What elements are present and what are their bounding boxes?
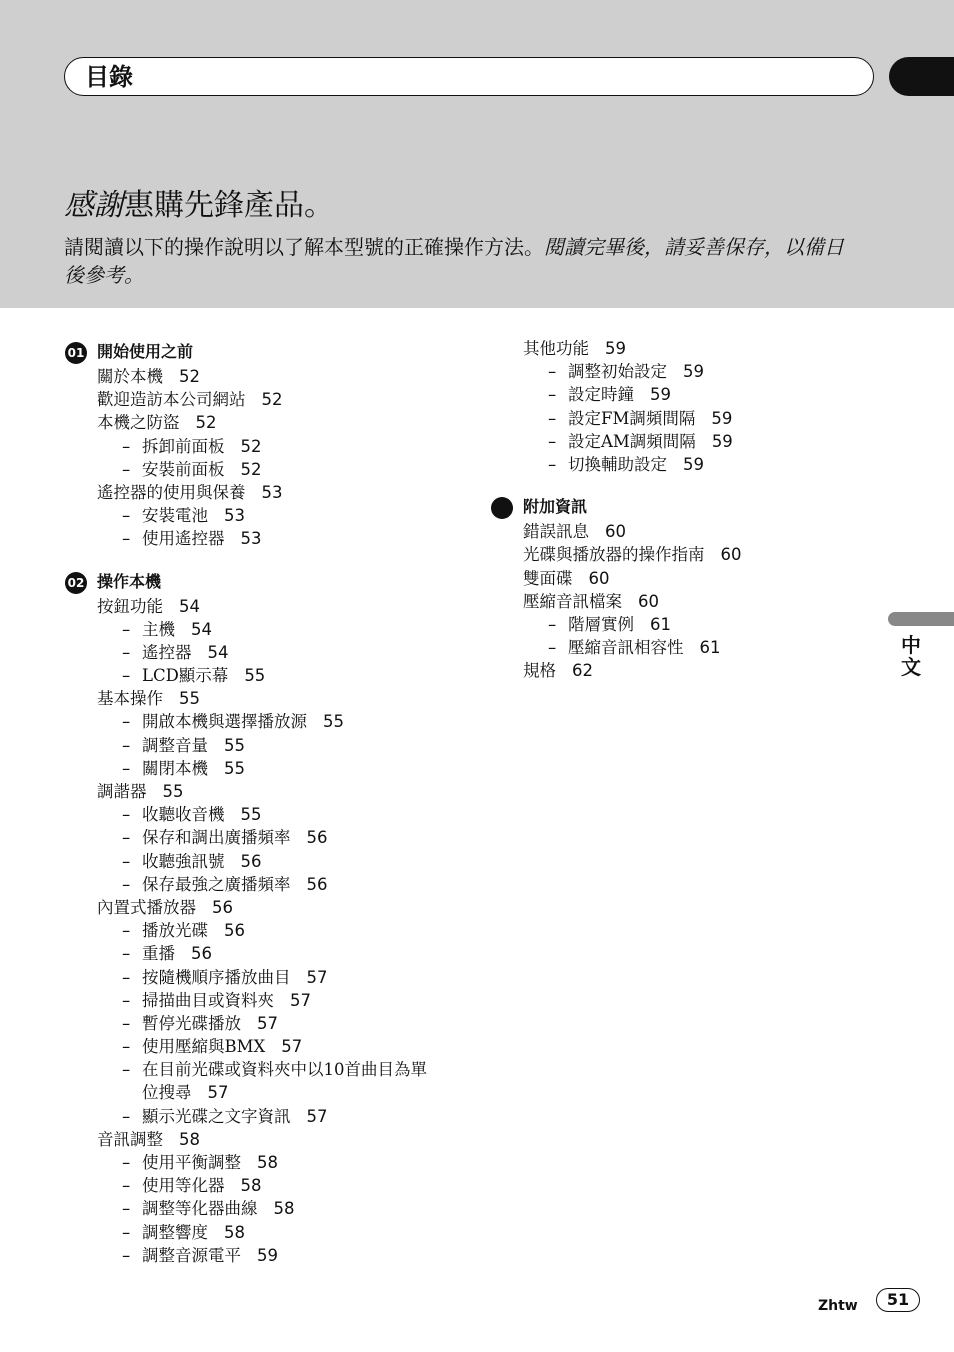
toc-entry-title: 其他功能 [523, 339, 589, 358]
toc-entry-page: 59 [711, 431, 733, 451]
toc-entry-page: 54 [207, 642, 229, 662]
toc-entry-page: 55 [224, 758, 245, 778]
toc-subentry[interactable] [64, 1197, 484, 1220]
section-01-title: 開始使用之前 [97, 342, 194, 361]
section-02-badge: 02 [65, 572, 87, 594]
toc-entry-title: 掃描曲目或資料夾 [142, 990, 274, 1010]
toc-entry-page: 56 [212, 897, 233, 917]
toc-entry-page: 55 [244, 666, 266, 686]
toc-entry-title: 調整初始設定 [568, 362, 667, 382]
toc-subentry[interactable] [64, 618, 484, 641]
toc-entry-page: 59 [711, 408, 733, 428]
toc-subentry[interactable] [64, 850, 484, 873]
toc-entry[interactable] [64, 481, 484, 504]
toc-entry-page: 60 [720, 545, 742, 565]
toc-entry[interactable] [64, 411, 484, 434]
toc-entry-title: 安裝電池 [142, 506, 208, 526]
toc-subentry[interactable] [64, 873, 484, 896]
toc-subentry[interactable] [64, 1058, 484, 1104]
toc-subentry[interactable] [490, 453, 790, 476]
toc-subentry[interactable] [64, 1174, 484, 1197]
toc-entry-title: 壓縮音訊相容性 [568, 638, 684, 658]
toc-entry-title: 安裝前面板 [142, 459, 225, 479]
thanks-italic: 感謝 [64, 188, 124, 223]
toc-entry[interactable] [64, 780, 484, 803]
toc-entry-page: 59 [257, 1245, 278, 1265]
toc-subentry[interactable] [64, 435, 484, 458]
toc-entry-title: 開啟本機與選擇播放源 [142, 712, 307, 732]
toc-right-column [490, 337, 790, 682]
toc-subentry[interactable] [64, 1151, 484, 1174]
intro-plain: 請閱讀以下的操作說明以了解本型號的正確操作方法。 [64, 235, 544, 259]
toc-entry-title: LCD顯示幕 [142, 666, 229, 686]
toc-entry-page: 56 [224, 921, 245, 941]
toc-subentry[interactable] [64, 826, 484, 849]
toc-entry-page: 60 [605, 522, 626, 542]
toc-entry-page: 58 [179, 1129, 200, 1149]
toc-entry[interactable] [490, 567, 790, 590]
toc-entry-page: 57 [281, 1037, 303, 1057]
toc-entry-title: 規格 [523, 661, 556, 681]
toc-entry-page: 57 [306, 967, 328, 987]
toc-subentry[interactable] [64, 710, 484, 733]
toc-entry-page: 55 [323, 712, 344, 732]
toc-entry-title: 遙控器的使用與保養 [97, 482, 246, 502]
toc-subentry[interactable] [64, 919, 484, 942]
toc-entry-page: 55 [179, 689, 200, 709]
toc-entry-title: 歡迎造訪本公司網站 [97, 390, 246, 410]
toc-entry-title: 光碟與播放器的操作指南 [523, 545, 705, 565]
toc-entry-page: 59 [650, 385, 671, 405]
toc-subentry[interactable] [64, 1244, 484, 1267]
toc-subentry[interactable] [64, 1035, 484, 1058]
intro-italic: 閱讀完畢後，請妥善保存，以備日後參考。 [64, 235, 844, 287]
toc-subentry[interactable] [64, 942, 484, 965]
toc-subentry[interactable] [64, 458, 484, 481]
toc-entry-title: 錯誤訊息 [523, 522, 589, 542]
section-gap [64, 551, 484, 567]
toc-entry-title: 拆卸前面板 [142, 436, 225, 456]
thanks-rest: 惠購先鋒產品。 [124, 188, 334, 223]
toc-entry-title: 使用平衡調整 [142, 1153, 241, 1173]
toc-subentry[interactable] [64, 989, 484, 1012]
toc-entry-page: 54 [179, 596, 200, 616]
toc-subentry[interactable] [490, 383, 790, 406]
toc-entry-title: 使用等化器 [142, 1176, 225, 1196]
toc-subentry[interactable] [64, 504, 484, 527]
toc-entry[interactable] [490, 543, 790, 566]
toc-entry-page: 56 [306, 874, 328, 894]
header-band [0, 0, 954, 308]
section-03-heading [490, 494, 790, 520]
toc-entry-title: 設定FM調頻間隔 [568, 408, 696, 428]
toc-entry-title: 保存最強之廣播頻率 [142, 874, 291, 894]
toc-entry-title: 本機之防盜 [97, 413, 180, 433]
toc-entry-page: 53 [240, 529, 262, 549]
toc-entry-title: 暫停光碟播放 [142, 1013, 241, 1033]
toc-entry-title: 階層實例 [568, 614, 634, 634]
toc-entry[interactable] [490, 590, 790, 613]
toc-entry-title: 按隨機順序播放曲目 [142, 967, 291, 987]
toc-subentry[interactable] [64, 734, 484, 757]
toc-entry-page: 52 [195, 413, 217, 433]
toc-entry-title: 音訊調整 [97, 1129, 163, 1149]
toc-entry-page: 52 [240, 459, 262, 479]
toc-entry[interactable] [490, 337, 790, 360]
footer-language-code: Zhtw [818, 1298, 858, 1314]
toc-entry-page: 59 [605, 339, 626, 358]
toc-entry-title: 保存和調出廣播頻率 [142, 828, 291, 848]
page-number: 51 [876, 1288, 920, 1312]
toc-entry-page: 55 [224, 735, 245, 755]
thanks-heading [64, 186, 334, 226]
toc-entry-page: 56 [240, 851, 262, 871]
toc-entry-title: 切換輔助設定 [568, 454, 667, 474]
section-02-title: 操作本機 [97, 571, 162, 591]
toc-subentry[interactable] [490, 407, 790, 430]
toc-entry-page: 56 [306, 828, 328, 848]
toc-entry[interactable] [64, 365, 484, 388]
toc-entry-title: 基本操作 [97, 689, 163, 709]
chapter-tab [889, 57, 954, 96]
language-tab [888, 612, 954, 626]
toc-subentry[interactable] [490, 613, 790, 636]
toc-entry-page: 55 [162, 782, 184, 801]
toc-entry-title: 設定時鐘 [568, 385, 634, 405]
toc-entry-page: 52 [261, 390, 283, 410]
toc-entry-page: 60 [588, 568, 610, 588]
toc-entry-title: 調整等化器曲線 [142, 1199, 258, 1219]
toc-entry-page: 55 [240, 805, 262, 825]
section-01-heading [64, 339, 484, 365]
toc-entry-title: 使用遙控器 [142, 529, 225, 549]
toc-subentry[interactable] [64, 1221, 484, 1244]
toc-entry-title-cont: 位搜尋 [142, 1083, 192, 1103]
toc-subentry[interactable] [64, 664, 484, 687]
toc-entry-title: 收聽收音機 [142, 805, 225, 825]
toc-entry-page: 58 [257, 1153, 278, 1173]
section-03-badge [491, 497, 513, 519]
toc-entry-page: 57 [306, 1106, 328, 1126]
toc-entry-title: 設定AM調頻間隔 [568, 431, 696, 451]
toc-entry-page: 57 [290, 990, 311, 1010]
toc-entry-page: 59 [683, 454, 704, 474]
toc-entry-page: 61 [699, 638, 721, 658]
toc-entry-title: 雙面碟 [523, 568, 573, 588]
toc-entry-page: 53 [261, 482, 283, 502]
toc-subentry[interactable] [64, 757, 484, 780]
toc-entry-title: 主機 [142, 619, 175, 639]
section-gap [490, 476, 790, 492]
toc-entry-page: 57 [207, 1083, 229, 1103]
toc-entry[interactable] [64, 687, 484, 710]
toc-entry-title: 使用壓縮與BMX [142, 1037, 266, 1057]
toc-entry-title: 收聽強訊號 [142, 851, 225, 871]
toc-entry[interactable] [64, 896, 484, 919]
toc-entry-page: 56 [191, 944, 212, 964]
toc-entry-page: 58 [273, 1199, 295, 1219]
toc-entry-page: 53 [224, 506, 245, 526]
toc-subentry[interactable] [64, 966, 484, 989]
section-01-badge: 01 [65, 342, 87, 364]
toc-subentry[interactable] [64, 803, 484, 826]
toc-entry-title: 調整音量 [142, 735, 208, 755]
title-bar [64, 57, 874, 96]
toc-entry-page: 57 [257, 1013, 278, 1033]
toc-subentry[interactable] [64, 1105, 484, 1128]
toc-entry-page: 61 [650, 614, 671, 634]
page-title: 目錄 [85, 63, 133, 91]
toc-entry[interactable] [64, 595, 484, 618]
toc-entry-title: 調諧器 [97, 782, 147, 801]
toc-entry-page: 62 [572, 661, 593, 681]
toc-entry-page: 58 [240, 1176, 262, 1196]
toc-entry-page: 54 [191, 619, 212, 639]
toc-entry-page: 52 [240, 436, 262, 456]
toc-entry[interactable] [490, 520, 790, 543]
toc-entry-page: 60 [638, 591, 659, 611]
toc-entry[interactable] [490, 659, 790, 682]
section-03-title: 附加資訊 [523, 497, 588, 517]
toc-subentry[interactable] [64, 1012, 484, 1035]
toc-entry-title: 按鈕功能 [97, 596, 163, 616]
toc-subentry[interactable] [64, 527, 484, 550]
toc-entry-title: 在目前光碟或資料夾中以10首曲目為單 [142, 1060, 427, 1080]
toc-entry[interactable] [64, 1128, 484, 1151]
toc-subentry[interactable] [64, 641, 484, 664]
toc-entry-title: 調整響度 [142, 1222, 208, 1242]
toc-entry-title: 重播 [142, 944, 175, 964]
section-02-heading [64, 569, 484, 595]
toc-entry-title: 關於本機 [97, 367, 163, 386]
toc-entry-title: 調整音源電平 [142, 1245, 241, 1265]
toc-left-column [64, 337, 484, 1267]
toc-subentry[interactable] [490, 430, 790, 453]
toc-entry-title: 內置式播放器 [97, 897, 196, 917]
language-label: 中文 [901, 633, 921, 679]
intro-paragraph [64, 233, 854, 289]
toc-entry-page: 59 [683, 362, 704, 382]
toc-subentry[interactable] [490, 636, 790, 659]
toc-entry-page: 52 [179, 367, 200, 386]
toc-entry-title: 播放光碟 [142, 921, 208, 941]
toc-entry-title: 關閉本機 [142, 758, 208, 778]
toc-subentry[interactable] [490, 360, 790, 383]
toc-entry-title: 壓縮音訊檔案 [523, 591, 622, 611]
toc-entry-page: 58 [224, 1222, 245, 1242]
toc-entry-title: 遙控器 [142, 642, 192, 662]
toc-entry[interactable] [64, 388, 484, 411]
toc-entry-title: 顯示光碟之文字資訊 [142, 1106, 291, 1126]
